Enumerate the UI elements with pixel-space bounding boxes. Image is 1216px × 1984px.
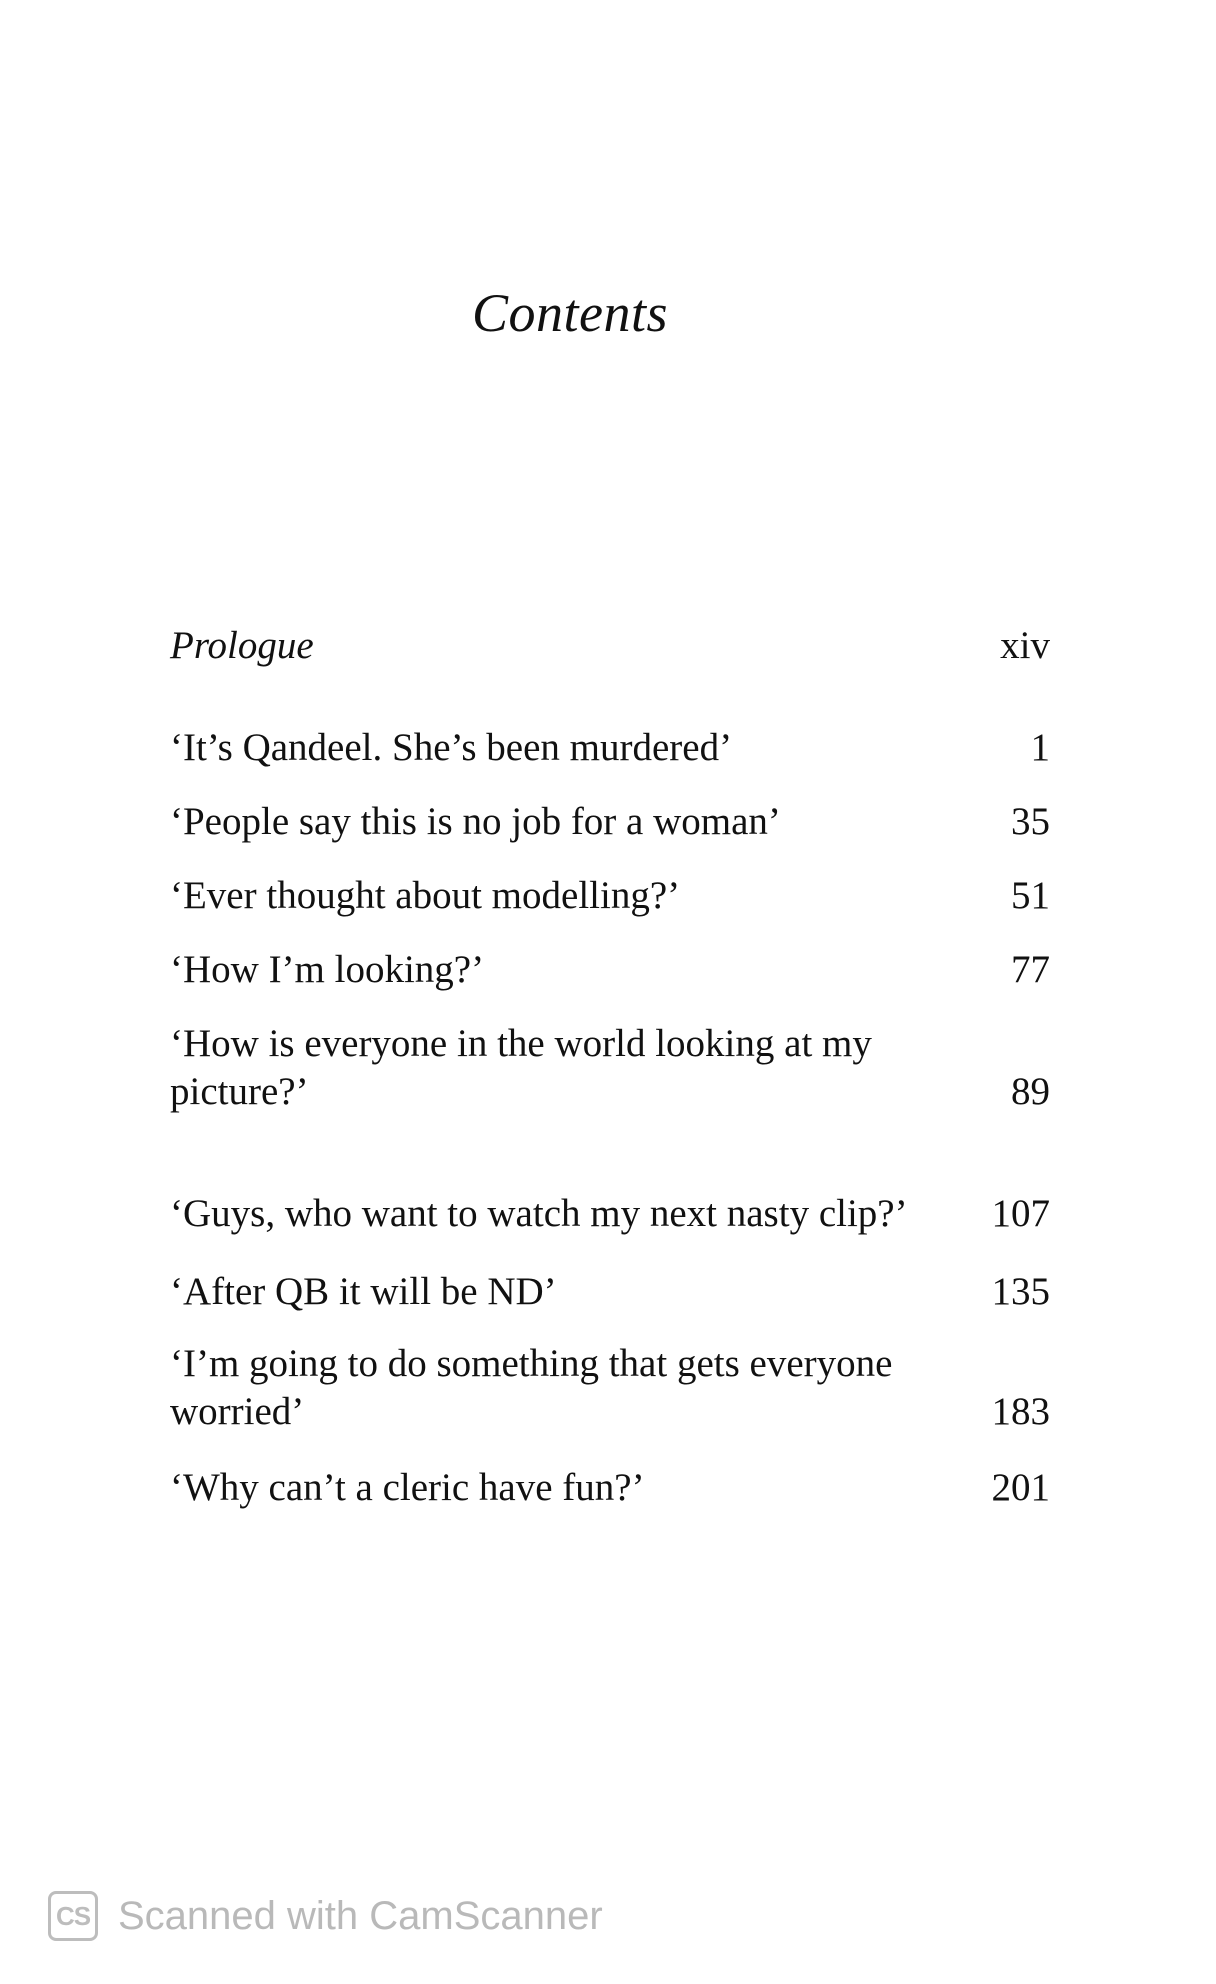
toc-entry [170, 870, 1050, 920]
toc-entry-title: ‘How I’m looking?’ [170, 948, 485, 991]
toc-entry [170, 1338, 1050, 1436]
toc-entry [170, 1266, 1050, 1316]
toc-entry-page: 107 [991, 1192, 1050, 1235]
toc-entry [170, 722, 1050, 772]
camscanner-watermark [48, 1888, 603, 1944]
toc-entry-page: 183 [991, 1390, 1050, 1433]
toc-entry-title: Prologue [170, 624, 314, 667]
toc-entry-title: ‘I’m going to do something that gets everyone worried’ [170, 1342, 893, 1433]
watermark-text: Scanned with CamScanner [118, 1893, 603, 1938]
toc-entry-title: ‘Why can’t a cleric have fun?’ [170, 1466, 645, 1509]
toc-entry-page: 51 [1011, 874, 1050, 917]
toc-entry [170, 1462, 1050, 1512]
toc-entry [170, 944, 1050, 994]
toc-entry-title: ‘How is everyone in the world looking at my picture?’ [170, 1022, 872, 1113]
toc-entry-page: 89 [1011, 1070, 1050, 1113]
toc-entry [170, 620, 1050, 670]
toc-entry [170, 796, 1050, 846]
toc-entry-page: 77 [1011, 948, 1050, 991]
toc-entry [170, 1018, 1050, 1116]
toc-entry [170, 1140, 1050, 1238]
toc-entry-page: 135 [991, 1270, 1050, 1313]
toc-entry-title: ‘It’s Qandeel. She’s been murdered’ [170, 726, 733, 769]
page-title: Contents [471, 283, 668, 343]
toc-entry-title: ‘Guys, who want to watch my next nasty clip?’ [170, 1192, 908, 1235]
toc-entry-page: 35 [1011, 800, 1050, 843]
toc-entry-title: ‘People say this is no job for a woman’ [170, 800, 781, 843]
toc-entry-page: 1 [1030, 726, 1050, 769]
toc-entry-title: ‘After QB it will be ND’ [170, 1270, 557, 1313]
toc-entry-page: 201 [991, 1466, 1050, 1509]
camscanner-logo-icon: CS [48, 1891, 98, 1941]
toc-entry-page: xiv [1000, 624, 1050, 667]
toc-entry-title: ‘Ever thought about modelling?’ [170, 874, 681, 917]
